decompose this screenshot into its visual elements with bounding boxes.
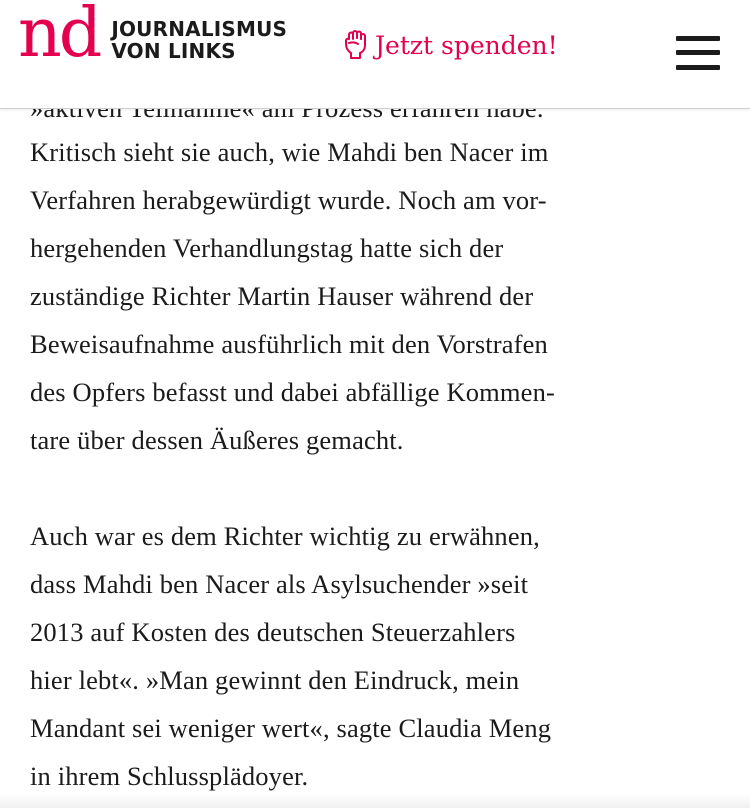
donate-button[interactable] bbox=[343, 30, 558, 60]
site-header bbox=[0, 0, 750, 109]
logo-tagline bbox=[111, 18, 287, 62]
site-logo[interactable] bbox=[18, 0, 287, 80]
hamburger-menu-icon[interactable] bbox=[676, 34, 720, 74]
logo-mark: nd bbox=[18, 0, 100, 73]
raised-fist-icon bbox=[343, 30, 369, 60]
donate-label: Jetzt spenden! bbox=[375, 30, 558, 60]
menu-bar-bottom bbox=[676, 65, 720, 70]
menu-bar-top bbox=[676, 36, 720, 41]
bottom-scroll-fade bbox=[0, 794, 750, 808]
article-paragraph: Kritisch sieht sie auch, wie Mahdi ben Nacer im Verfahren herabgewürdigt wurde. Noch am vor- hergehenden Verhandlungstag hatte sich der zuständige Richter Martin Hauser während der Beweisaufnahme ausführlich mit den Vorstrafen des Opfers befasst und dabei abfällige Kommen- tare über dessen Äußeres gemacht. bbox=[30, 137, 555, 455]
logo-tagline-line2: VON LINKS bbox=[111, 39, 236, 63]
menu-bar-middle bbox=[676, 50, 720, 55]
article-paragraph: Auch war es dem Richter wichtig zu erwähnen, dass Mahdi ben Nacer als Asylsuchender »seit 2013 auf Kosten des deutschen Steuerzahlers hier lebt«. »Man gewinnt den Eindruck, mein Mandant sei weniger wert«, sagte Claudia Meng in ihrem Schlussplädoyer. bbox=[30, 521, 552, 791]
logo-tagline-line1: JOURNALISMUS bbox=[111, 17, 288, 41]
